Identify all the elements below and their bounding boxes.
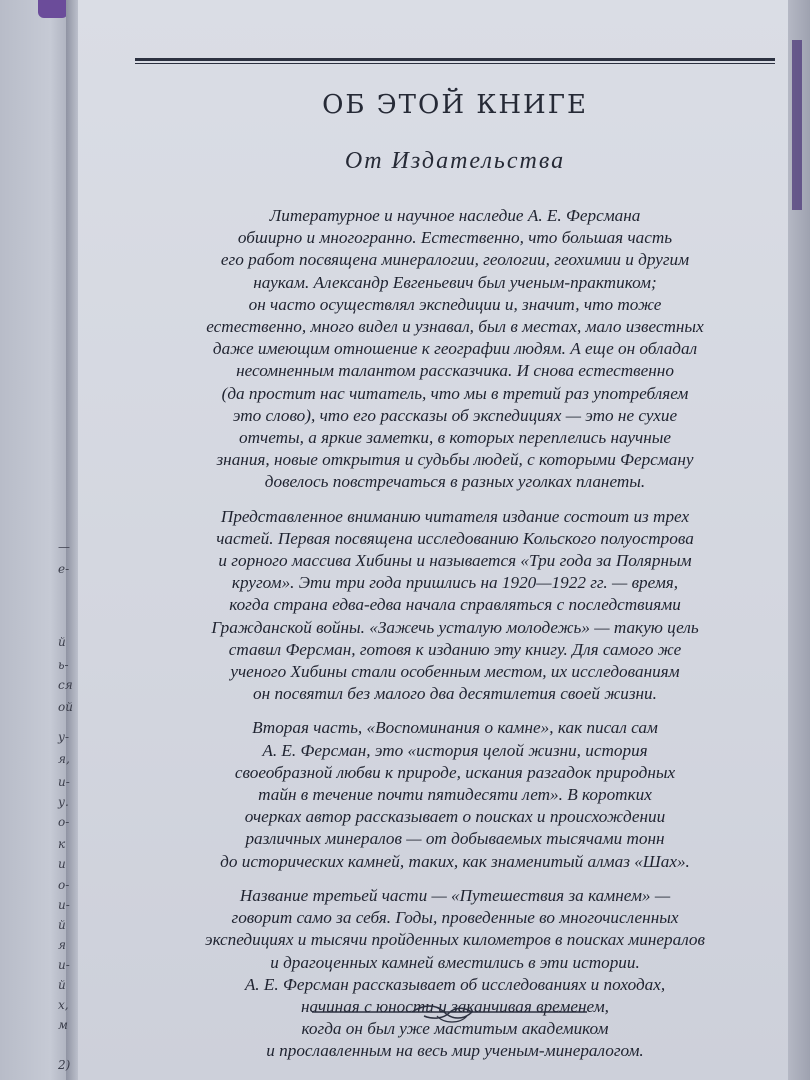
text-line: когда страна едва-едва начала справляться с последствиями <box>229 595 681 615</box>
text-line: своеобразной любви к природе, искания разгадок природных <box>234 762 676 782</box>
text-line: частей. Первая посвящена исследованию Кольского полуострова <box>216 528 694 548</box>
margin-fragment: 2) <box>58 1058 71 1072</box>
text-line: Гражданской войны. «Зажечь усталую молодежь» — такую цель <box>211 617 699 637</box>
margin-fragment: и <box>58 857 66 871</box>
ornament-divider <box>312 1000 587 1030</box>
margin-fragment: ся <box>58 678 73 692</box>
page-subtitle: От Издательства <box>344 148 566 174</box>
paragraph <box>150 506 760 706</box>
margin-fragment: о- <box>58 815 70 829</box>
text-line: экспедициях и тысячи пройденных километров в поисках минералов <box>205 930 705 950</box>
text-line: очерках автор рассказывает о поисках и происхождении <box>244 807 666 827</box>
text-line: (да простит нас читатель, что мы в третий раз употребляем <box>221 383 689 403</box>
text-line: и горного массива Хибины и называется «Три года за Полярным <box>218 551 692 571</box>
margin-fragment: я, <box>58 752 70 766</box>
text-line: и драгоценных камней вместились в эти истории. <box>270 952 640 972</box>
text-line: до исторических камней, таких, как знаменитый алмаз «Шах». <box>220 851 690 871</box>
margin-fragment: и- <box>58 958 70 972</box>
text-line: он часто осуществлял экспедиции и, значит, что тоже <box>248 294 662 314</box>
text-line: тайн в течение почти пятидесяти лет». В коротких <box>258 785 652 805</box>
text-line: естественно, много видел и узнавал, был в местах, мало известных <box>206 317 704 337</box>
text-line: несомненным талантом рассказчика. И снова естественно <box>236 361 674 381</box>
paragraph <box>150 205 760 494</box>
text-line: ставил Ферсман, готовя к изданию эту книгу. Для самого же <box>228 639 682 659</box>
text-line: А. Е. Ферсман рассказывает об исследованиях и походах, <box>244 974 666 994</box>
margin-fragment: й <box>58 978 66 992</box>
margin-fragment: й <box>58 635 66 649</box>
text-line: отчеты, а яркие заметки, в которых переплелись научные <box>238 428 671 448</box>
text-line: это слово), что его рассказы об экспедициях — это не сухие <box>232 405 678 425</box>
text-line: кругом». Эти три года пришлись на 1920—1922 гг. — время, <box>231 573 679 593</box>
page-title: ОБ ЭТОЙ КНИГЕ <box>322 90 588 120</box>
margin-fragment: у. <box>58 795 69 809</box>
text-line: довелось повстречаться в разных уголках планеты. <box>264 472 646 492</box>
margin-fragment: х, <box>58 998 69 1012</box>
header-rule <box>135 58 775 64</box>
margin-fragment: о- <box>58 878 70 892</box>
text-line: и прославленным на весь мир ученым-минералогом. <box>266 1041 644 1061</box>
margin-fragment: — <box>58 540 70 554</box>
text-line: ученого Хибины стали особенным местом, их исследованиям <box>230 662 680 682</box>
margin-fragment: е- <box>58 562 70 576</box>
text-line: его работ посвящена минералогии, геологии, геохимии и другим <box>220 250 690 270</box>
text-line: Название третьей части — «Путешествия за камнем» — <box>239 885 671 905</box>
paragraph <box>150 717 760 872</box>
text-line: наукам. Александр Евгеньевич был ученым-практиком; <box>253 272 657 292</box>
margin-fragment: к <box>58 837 66 851</box>
text-line: начиная с юности и заканчивая временем, <box>301 996 609 1016</box>
text-line: даже имеющим отношение к географии людям. А еще он обладал <box>212 339 698 359</box>
text-line: Представленное вниманию читателя издание состоит из трех <box>220 506 690 526</box>
margin-fragment: й <box>58 918 66 932</box>
text-line: обширно и многогранно. Естественно, что большая часть <box>237 228 673 248</box>
text-line: говорит само за себя. Годы, проведенные во многочисленных <box>231 908 679 928</box>
cover-edge <box>792 40 802 210</box>
margin-fragment: м <box>58 1018 68 1032</box>
margin-fragment: у- <box>58 730 70 744</box>
text-line: Литературное и научное наследие А. Е. Ферсмана <box>269 206 641 225</box>
text-line: различных минералов — от добываемых тысячами тонн <box>245 829 665 849</box>
text-line: он посвятил без малого два десятилетия своей жизни. <box>253 684 657 704</box>
margin-fragment: я <box>58 938 66 952</box>
text-line: когда он был уже маститым академиком <box>301 1019 609 1039</box>
paragraph <box>150 885 760 1063</box>
bookmark-ribbon <box>38 0 68 18</box>
margin-fragment: ой <box>58 700 73 714</box>
body-text <box>150 205 760 1075</box>
margin-fragment: ь- <box>58 658 69 672</box>
margin-fragment: и- <box>58 898 70 912</box>
text-line: Вторая часть, «Воспоминания о камне», как писал сам <box>252 718 658 738</box>
text-line: А. Е. Ферсман, это «история целой жизни, история <box>262 740 648 760</box>
margin-fragment: и- <box>58 775 70 789</box>
text-line: знания, новые открытия и судьбы людей, с которыми Ферсману <box>216 450 694 470</box>
